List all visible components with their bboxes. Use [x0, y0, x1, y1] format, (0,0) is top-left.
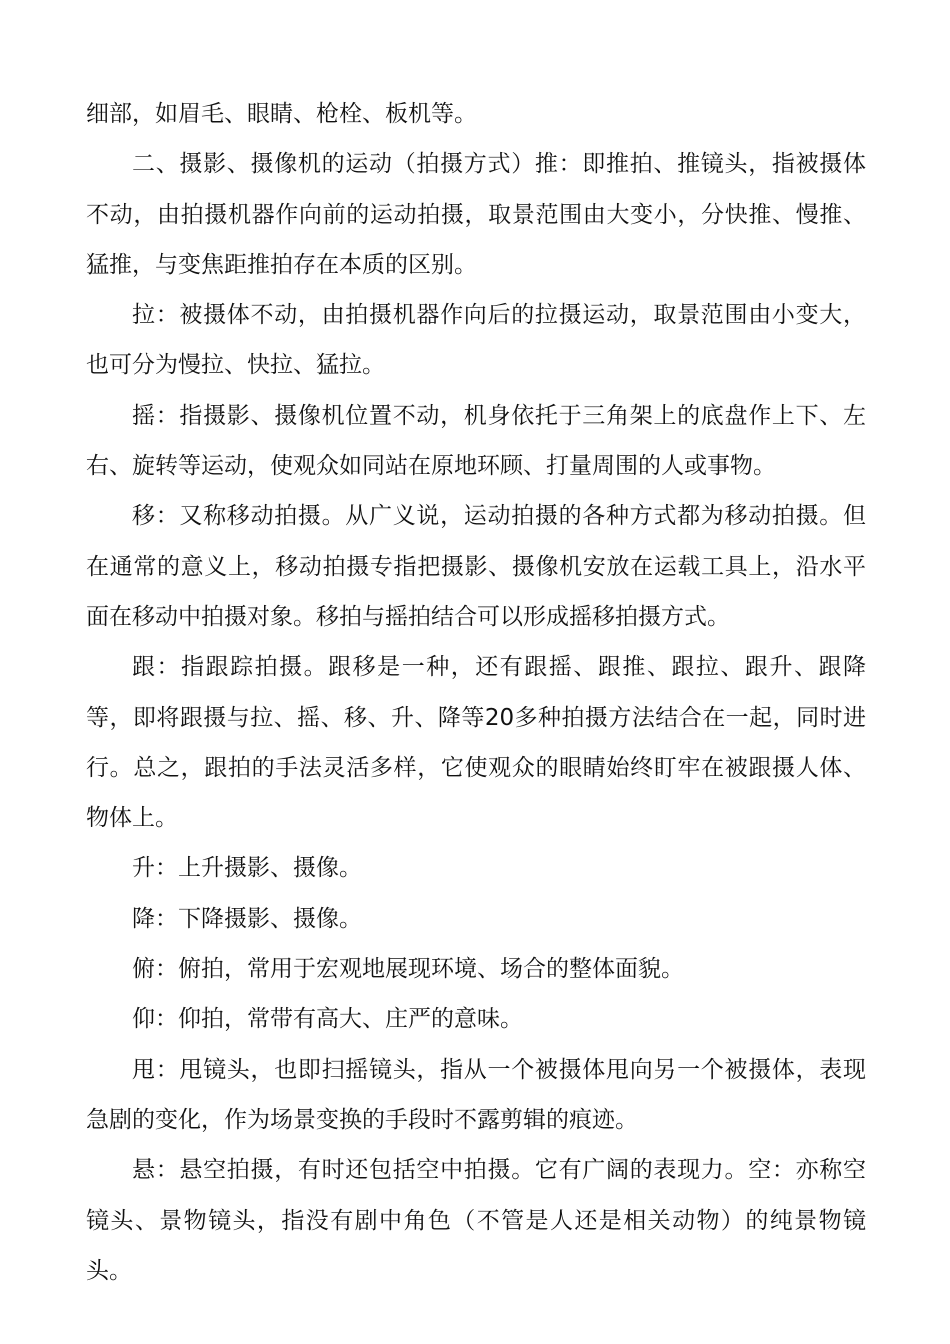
paragraph-pan: 摇：指摄影、摄像机位置不动，机身依托于三角架上的底盘作上下、左右、旋转等运动，使观众如同站在原地环顾、打量周围的人或事物。 — [86, 402, 866, 480]
paragraph-whip: 甩：甩镜头，也即扫摇镜头，指从一个被摄体甩向另一个被摄体，表现急剧的变化，作为场景变换的手段时不露剪辑的痕迹。 — [86, 1056, 866, 1133]
paragraph-aerial: 悬：悬空拍摄，有时还包括空中拍摄。它有广阔的表现力。空：亦称空镜头、景物镜头，指没有剧中角色（不管是人还是相关动物）的纯景物镜头。 — [86, 1157, 866, 1284]
paragraph-push: 二、摄影、摄像机的运动（拍摄方式）推：即推拍、推镜头，指被摄体不动，由拍摄机器作向前的运动拍摄，取景范围由大变小，分快推、慢推、猛推，与变焦距推拍存在本质的区别。 — [86, 151, 866, 278]
paragraph-rise: 升：上升摄影、摄像。 — [132, 855, 362, 882]
paragraph-low-angle: 仰：仰拍，常带有高大、庄严的意味。 — [132, 1006, 523, 1033]
paragraph-move: 移：又称移动拍摄。从广义说，运动拍摄的各种方式都为移动拍摄。但在通常的意义上，移动拍摄专指把摄影、摄像机安放在运载工具上，沿水平面在移动中拍摄对象。移拍与摇拍结合可以形成摇移拍摄方式。 — [86, 503, 866, 630]
paragraph-descend: 降：下降摄影、摄像。 — [132, 905, 362, 932]
paragraph-continuation: 细部，如眉毛、眼睛、枪栓、板机等。 — [86, 101, 477, 127]
paragraph-overhead: 俯：俯拍，常用于宏观地展现环境、场合的整体面貌。 — [132, 956, 684, 983]
paragraph-follow: 跟：指跟踪拍摄。跟移是一种，还有跟摇、跟推、跟拉、跟升、跟降等，即将跟摄与拉、摇、移、升、降等20多种拍摄方法结合在一起，同时进行。总之，跟拍的手法灵活多样，它使观众的眼睛始终盯牢在被跟摄人体、物体上。 — [86, 654, 866, 832]
document-body — [86, 89, 866, 1296]
paragraph-pull: 拉：被摄体不动，由拍摄机器作向后的拉摄运动，取景范围由小变大，也可分为慢拉、快拉、猛拉。 — [86, 302, 866, 379]
